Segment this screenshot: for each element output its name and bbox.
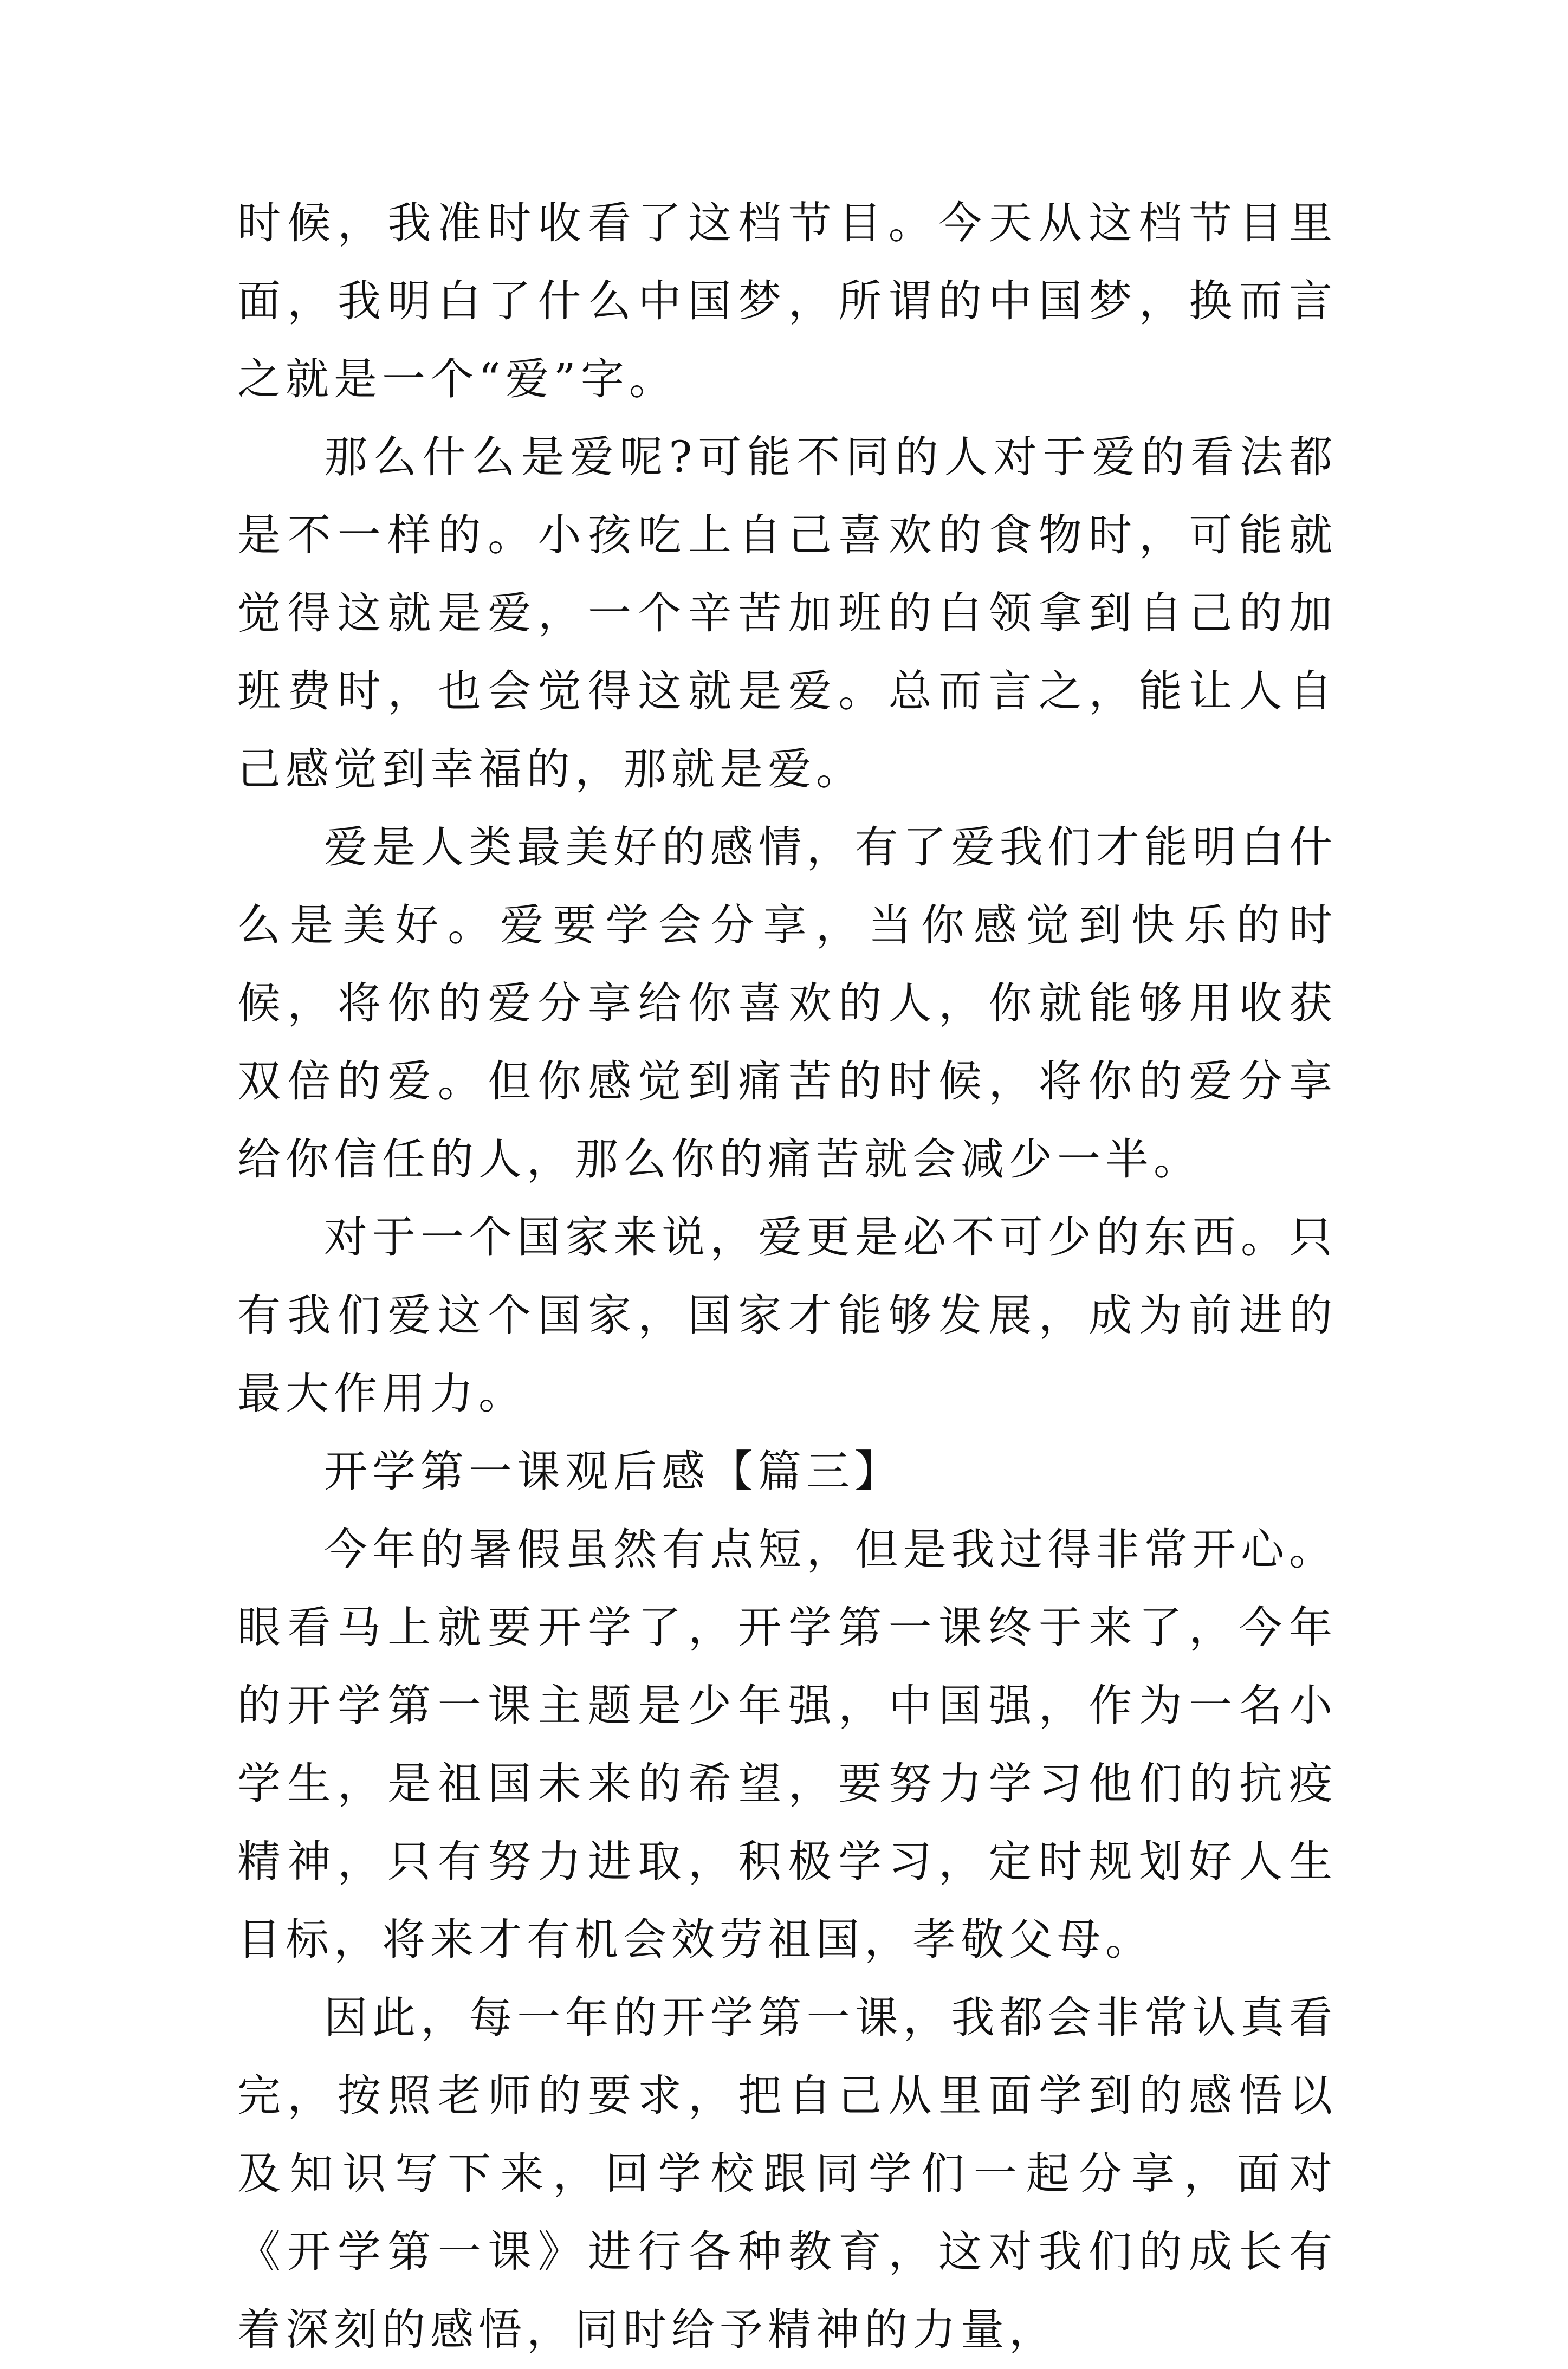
- paragraph-summer-vacation: 今年的暑假虽然有点短，但是我过得非常开心。眼看马上就要开学了，开学第一课终于来了，今年的开学第一课主题是少年强，中国强，作为一名小学生，是祖国未来的希望，要努力学习他们的抗疫精神，只有努力进取，积极学习，定时规划好人生目标，将来才有机会效劳祖国，孝敬父母。: [237, 1524, 1337, 1965]
- section-heading: 开学第一课观后感【篇三】: [324, 1446, 903, 1497]
- document-body: [237, 184, 1337, 2369]
- paragraph-what-is-love: 那么什么是爱呢?可能不同的人对于爱的看法都是不一样的。小孩吃上自己喜欢的食物时，可能就觉得这就是爱，一个辛苦加班的白领拿到自己的加班费时，也会觉得这就是爱。总而言之，能让人自己感觉到幸福的，那就是爱。: [237, 432, 1337, 794]
- paragraph-sharing-love: 爱是人类最美好的感情，有了爱我们才能明白什么是美好。爱要学会分享，当你感觉到快乐的时候，将你的爱分享给你喜欢的人，你就能够用收获双倍的爱。但你感觉到痛苦的时候，将你的爱分享给你信任的人，那么你的痛苦就会减少一半。: [237, 822, 1337, 1184]
- paragraph-continuation: 时候，我准时收看了这档节目。今天从这档节目里面，我明白了什么中国梦，所谓的中国梦，换而言之就是一个“爱”字。: [237, 198, 1337, 404]
- paragraph-every-year: 因此，每一年的开学第一课，我都会非常认真看完，按照老师的要求，把自己从里面学到的感悟以及知识写下来，回学校跟同学们一起分享，面对《开学第一课》进行各种教育，这对我们的成长有着深刻的感悟，同时给予精神的力量，: [237, 1992, 1337, 2355]
- paragraph-love-country: 对于一个国家来说，爱更是必不可少的东西。只有我们爱这个国家，国家才能够发展，成为前进的最大作用力。: [237, 1212, 1337, 1419]
